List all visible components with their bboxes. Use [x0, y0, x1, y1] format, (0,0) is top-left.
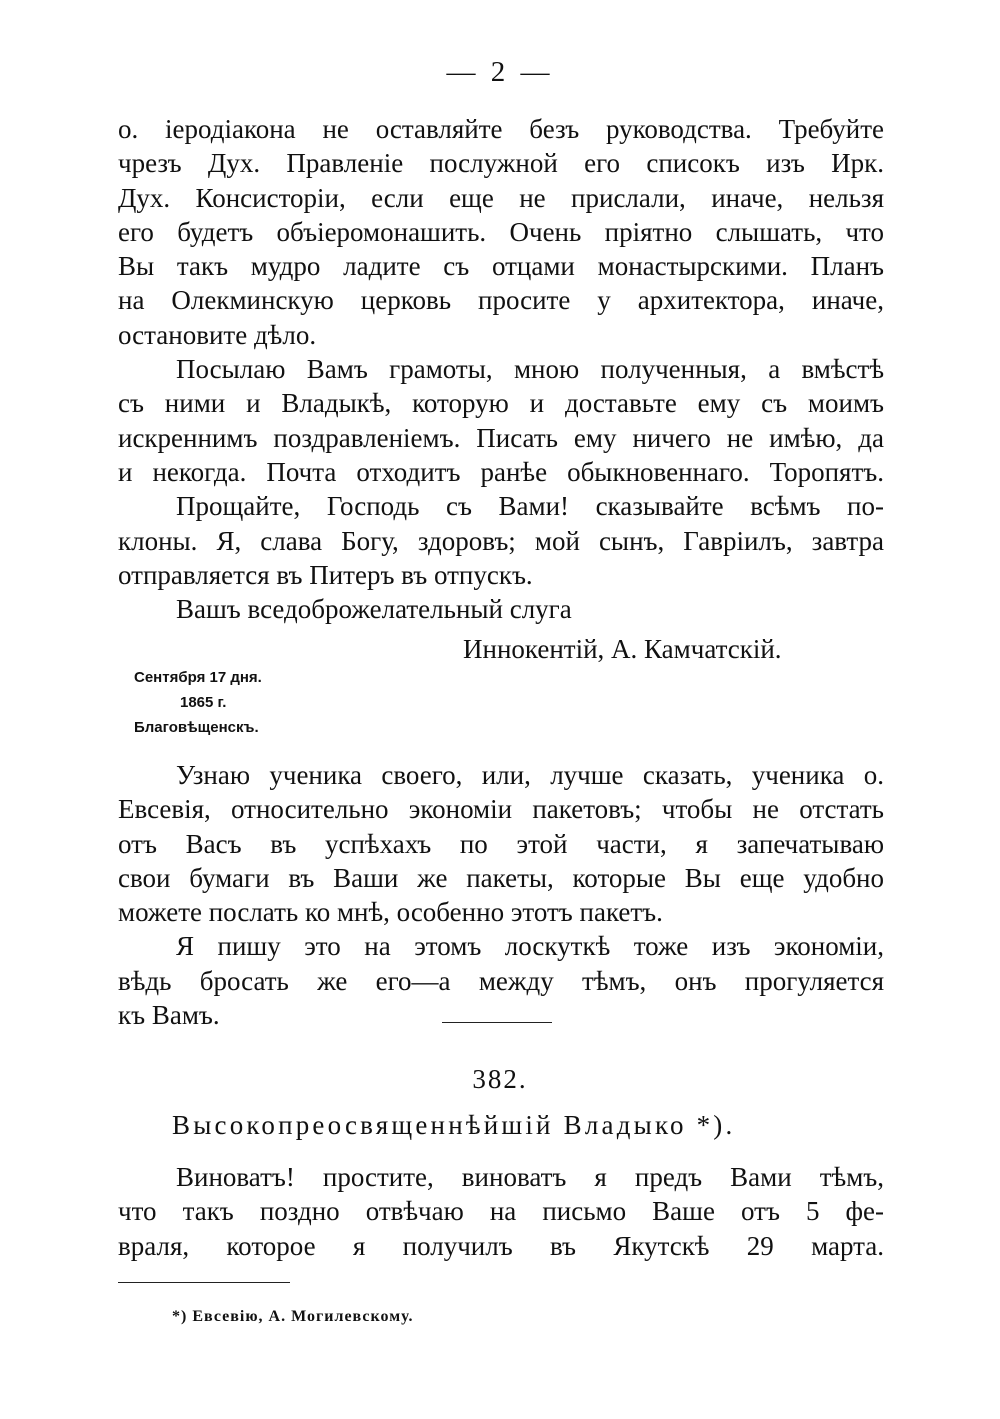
footnote-divider	[118, 1282, 290, 1283]
text-line: Дух. Консисторіи, если еще не прислали, иначе, нельзя	[118, 182, 884, 213]
text-line: Виноватъ! простите, виноватъ я предъ Вами тѣмъ,	[176, 1162, 884, 1192]
signature: Иннокентій, А. Камчатскій.	[463, 634, 782, 664]
text-line: на Олекминскую церковь просите у архитектора, иначе,	[118, 285, 884, 316]
text-line: Вы такъ мудро ладите съ отцами монастырскими. Планъ	[118, 251, 884, 282]
footnote: *) Евсевію, А. Могилевскому.	[172, 1308, 414, 1325]
text-line: о. іеродіакона не оставляйте безъ руководства. Требуйте	[118, 114, 884, 144]
letter-body-second	[118, 758, 884, 1032]
dateline-year: 1865 г.	[180, 694, 227, 711]
text-line: искреннимъ поздравленіемъ. Писать ему ничего не имѣю, да	[118, 422, 884, 453]
text-line: его будетъ объіеромонашить. Очень пріятно слышать, что	[118, 216, 884, 247]
dateline-date: Сентября 17 дня.	[134, 669, 262, 686]
text-line: къ Вамъ.	[118, 1000, 220, 1031]
letter-number: 382.	[472, 1064, 528, 1094]
text-line: враля, которое я получилъ въ Якутскѣ 29 марта.	[118, 1230, 884, 1261]
text-line: Евсевія, относительно экономіи пакетовъ; чтобы не отстать	[118, 794, 884, 825]
text-line: Прощайте, Господь съ Вами! сказывайте всѣмъ по-	[176, 491, 884, 522]
text-line: вѣдь бросать же его—а между тѣмъ, онъ прогуляется	[118, 965, 884, 996]
text-line: отъ Васъ въ успѣхахъ по этой части, я запечатываю	[118, 828, 884, 859]
letter-body-first	[118, 112, 884, 626]
text-line: что такъ поздно отвѣчаю на письмо Ваше отъ 5 фе-	[118, 1196, 884, 1227]
page-number: — 2 —	[446, 56, 554, 88]
text-line: Я пишу это на этомъ лоскуткѣ тоже изъ экономіи,	[176, 931, 884, 962]
text-line: отправляется въ Питеръ въ отпускъ.	[118, 559, 533, 590]
text-line: и некогда. Почта отходитъ ранѣе обыкновеннаго. Торопятъ.	[118, 456, 884, 487]
text-line: съ ними и Владыкѣ, которую и доставьте ему съ моимъ	[118, 388, 884, 419]
text-line: свои бумаги въ Ваши же пакеты, которые Вы еще удобно	[118, 862, 884, 893]
text-line: можете послать ко мнѣ, особенно этотъ пакетъ.	[118, 897, 663, 928]
text-line: чрезъ Дух. Правленіе послужной его списокъ изъ Ирк.	[118, 148, 884, 179]
section-divider	[442, 1022, 552, 1023]
text-line: Узнаю ученика своего, или, лучше сказать, ученика о.	[176, 760, 884, 790]
text-line: Вашъ вседоброжелательный слуга	[176, 594, 572, 625]
text-line: Посылаю Вамъ грамоты, мною полученныя, а вмѣстѣ	[176, 354, 884, 385]
letter-body-third	[118, 1160, 884, 1263]
text-line: остановите дѣло.	[118, 319, 317, 350]
letter-address: Высокопреосвященнѣйшій Владыко *).	[172, 1110, 736, 1140]
text-line: клоны. Я, слава Богу, здоровъ; мой сынъ, Гавріилъ, завтра	[118, 525, 884, 556]
dateline-place: Благовѣщенскъ.	[134, 719, 259, 736]
